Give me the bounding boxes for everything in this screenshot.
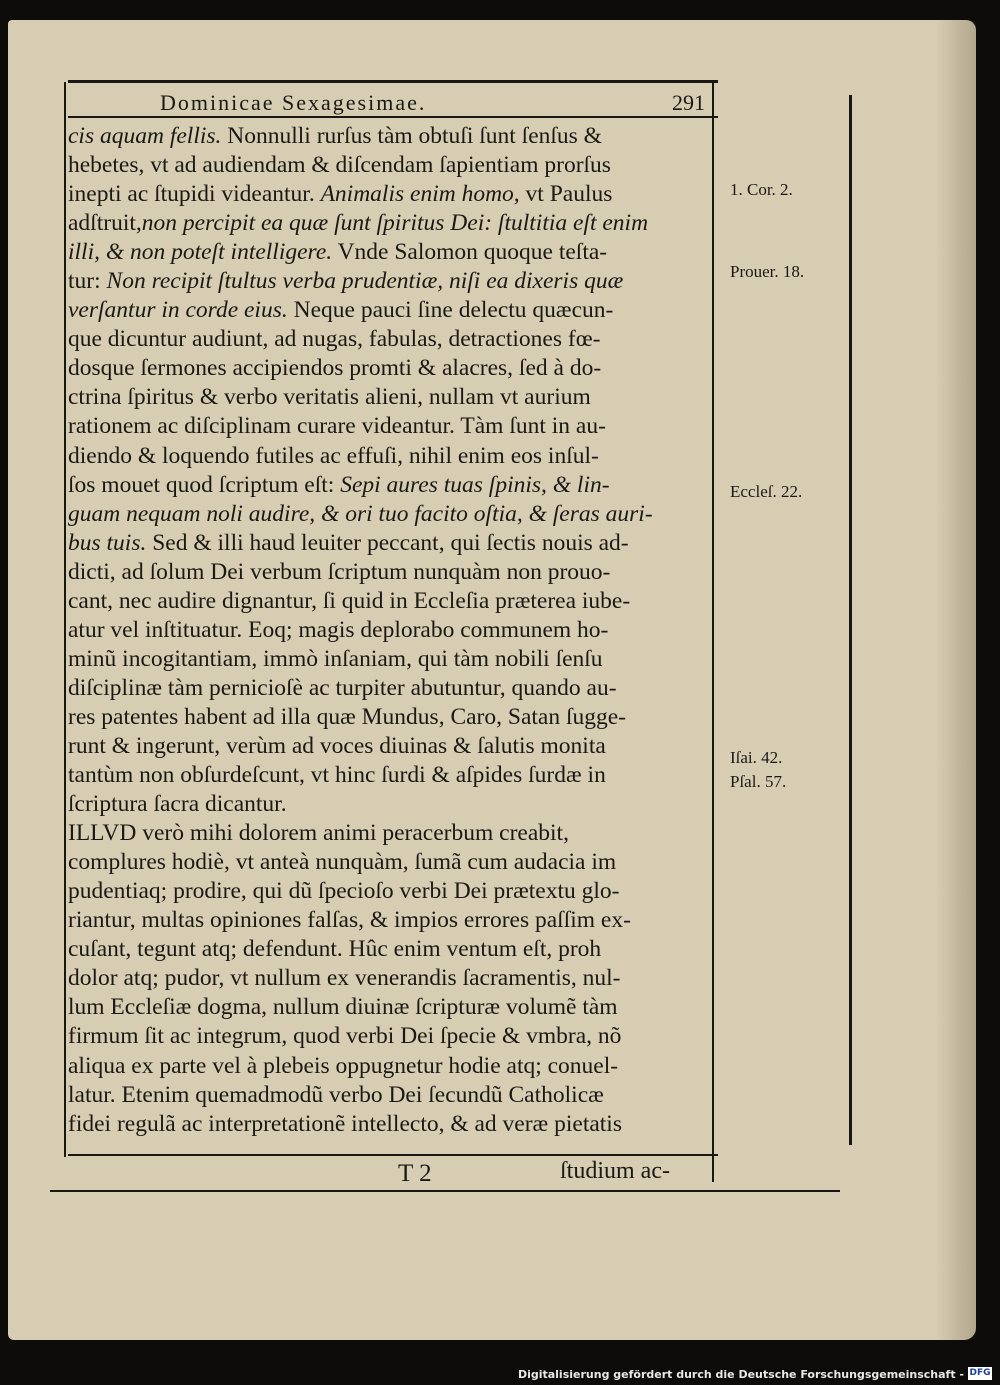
text-line — [68, 848, 718, 877]
text-line — [68, 1052, 718, 1081]
text-line — [68, 529, 718, 558]
text-line — [68, 383, 718, 412]
digitization-credit: Digitalisierung gefördert durch die Deutsche Forschungsgemeinschaft - — [517, 1368, 964, 1381]
text-run: dicti, ad ſolum Dei verbum ſcriptum nunquàm non prouo- — [68, 558, 611, 585]
text-run: adſtruit, — [68, 210, 142, 237]
text-run: complures hodiè, vt anteà nunquàm, ſumã cum audacia im — [68, 849, 617, 876]
text-line — [68, 935, 718, 964]
text-line — [68, 616, 718, 645]
left-column-rule — [64, 82, 66, 1157]
italic-text: Non recipit ſtultus verba prudentiæ, niſi ea dixeris quæ — [106, 268, 624, 295]
text-run: tur: — [68, 268, 107, 295]
italic-text: Sepi aures tuas ſpinis, & lin- — [340, 471, 610, 498]
text-run: cuſant, tegunt atq; defendunt. Hûc enim ventum eſt, proh — [68, 936, 602, 963]
text-line — [68, 703, 718, 732]
text-line — [68, 151, 718, 180]
text-run: pudentiaq; prodire, qui dũ ſpecioſo verbi Dei prætextu glo- — [68, 878, 620, 905]
italic-text: non percipit ea quæ ſunt ſpiritus Dei: ſtultitia eſt enim — [141, 210, 649, 237]
head-rule — [68, 116, 718, 118]
text-line — [68, 790, 718, 819]
text-run: dolor atq; pudor, vt nullum ex venerandis ſacramentis, nul- — [68, 965, 621, 992]
italic-text: cis aquam fellis. — [68, 123, 222, 149]
text-run: Neque pauci ſine delectu quæcun- — [287, 297, 614, 324]
margin-note: Prouer. 18. — [730, 262, 805, 281]
text-run: minũ incogitantiam, immò inſaniam, qui tàm nobili ſenſu — [68, 645, 603, 672]
page-edge-shadow — [936, 20, 976, 1340]
outer-margin-rule — [849, 95, 852, 1145]
text-line — [68, 442, 718, 471]
text-line — [68, 877, 718, 906]
text-run: atur vel inſtituatur. Eoq; magis deplorabo communem ho- — [68, 616, 609, 643]
text-run: Nonnulli rurſus tàm obtuſi ſunt ſenſus & — [221, 123, 602, 149]
text-run: cant, nec audire dignantur, ſi quid in Eccleſia præterea iube- — [68, 587, 631, 614]
page-number: 291 — [672, 90, 705, 115]
text-run: diſciplinæ tàm pernicioſè ac turpiter abutuntur, quando au- — [68, 674, 617, 701]
text-line — [68, 993, 718, 1022]
text-run: aliqua ex parte vel à plebeis oppugnetur hodie atq; conuel- — [68, 1052, 619, 1079]
text-line — [68, 761, 718, 790]
margin-note: 1. Cor. 2. — [730, 180, 793, 199]
text-line — [68, 819, 718, 848]
text-run: vt Paulus — [519, 181, 613, 208]
catchword: ſtudium ac- — [560, 1158, 670, 1184]
italic-text: verſantur in corde eius. — [68, 297, 288, 324]
text-run: firmum ſit ac integrum, quod verbi Dei ſpecie & vmbra, nõ — [68, 1023, 622, 1050]
text-line — [68, 267, 718, 296]
text-line — [68, 906, 718, 935]
text-line — [68, 354, 718, 383]
text-run: hebetes, vt ad audiendam & diſcendam ſapientiam prorſus — [68, 152, 611, 179]
text-run: latur. Etenim quemadmodũ verbo Dei ſecundũ Catholicæ — [68, 1081, 604, 1108]
bottom-rule — [68, 1154, 718, 1156]
text-line — [68, 1022, 718, 1051]
text-line — [68, 587, 718, 616]
text-run: riantur, multas opiniones falſas, & impios errores paſſim ex- — [68, 907, 631, 934]
text-line — [68, 732, 718, 761]
text-line — [68, 558, 718, 587]
text-line — [68, 471, 718, 500]
text-line — [68, 325, 718, 354]
margin-note: Iſai. 42. — [730, 748, 783, 767]
text-line — [68, 122, 718, 151]
text-run: que dicuntur audiunt, ad nugas, fabulas, detractiones fœ- — [68, 326, 601, 353]
running-head: Dominicae Sexagesimae. — [160, 90, 427, 115]
text-line — [68, 180, 718, 209]
italic-text: Animalis enim homo, — [320, 181, 520, 208]
italic-text: bus tuis. — [68, 529, 147, 556]
text-line — [68, 412, 718, 441]
text-line — [68, 1081, 718, 1110]
margin-note: Pſal. 57. — [730, 772, 787, 791]
dfg-logo: DFG — [969, 1368, 991, 1378]
text-run: dosque ſermones accipiendos promti & alacres, ſed à do- — [68, 355, 602, 382]
text-run: tantùm non obſurdeſcunt, vt hinc ſurdi & aſpides ſurdæ in — [68, 762, 606, 789]
body-text — [68, 122, 718, 1139]
text-line — [68, 209, 718, 238]
text-run: inepti ac ſtupidi videantur. — [68, 181, 321, 208]
text-run: diendo & loquendo futiles ac effuſi, nihil enim eos inſul- — [68, 442, 599, 469]
footer-rule — [50, 1190, 840, 1192]
text-line — [68, 964, 718, 993]
text-run: Sed & illi haud leuiter peccant, qui ſectis nouis ad- — [146, 529, 629, 556]
text-run: lum Eccleſiæ dogma, nullum diuinæ ſcripturæ volumẽ tàm — [68, 994, 618, 1021]
text-line — [68, 500, 718, 529]
margin-note: Eccleſ. 22. — [730, 482, 803, 501]
italic-text: illi, & non poteſt intelligere. — [68, 239, 333, 266]
text-run: ſcriptura ſacra dicantur. — [68, 791, 287, 818]
text-line — [68, 1110, 718, 1139]
signature-mark: T 2 — [398, 1160, 432, 1187]
text-run: ſos mouet quod ſcriptum eſt: — [68, 471, 341, 498]
text-run: fidei regulã ac interpretationẽ intellecto, & ad veræ pietatis — [68, 1110, 622, 1137]
italic-text: guam nequam noli audire, & ori tuo facito oſtia, & ſeras auri- — [68, 500, 653, 527]
text-run: ctrina ſpiritus & verbo veritatis alieni, nullam vt aurium — [68, 384, 591, 411]
text-line — [68, 645, 718, 674]
text-run: res patentes habent ad illa quæ Mundus, Caro, Satan ſugge- — [68, 703, 626, 730]
top-rule — [68, 80, 718, 83]
text-run: rationem ac diſciplinam curare videantur. Tàm ſunt in au- — [68, 413, 606, 440]
text-line — [68, 674, 718, 703]
text-line — [68, 296, 718, 325]
text-run: Vnde Salomon quoque teſta- — [332, 239, 608, 266]
text-line — [68, 238, 718, 267]
text-run: ILLVD verò mihi dolorem animi peracerbum creabit, — [68, 820, 569, 847]
text-run: runt & ingerunt, verùm ad voces diuinas & ſalutis monita — [68, 732, 606, 759]
